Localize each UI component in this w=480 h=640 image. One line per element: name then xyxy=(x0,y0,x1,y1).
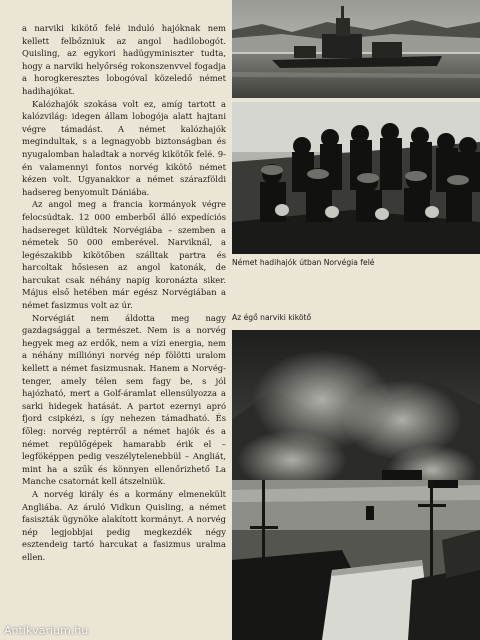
text-column xyxy=(22,22,226,626)
warship-photo xyxy=(232,0,480,98)
paragraph-1: a narviki kikötő felé induló hajóknak nem kellett felbőzniuk az angol hadilobogót. Quisling, az egykori hadügyminiszter tudta, hogy a narviki helyőrség rokonszenvvel fogadja a horogkeresztes lobogóval közeledő német hadihajókat. xyxy=(22,23,226,96)
photo-caption-harbor: Az égő narviki kikötő xyxy=(232,313,312,322)
paragraph-5: A norvég király és a kormány elmenekült Angliába. Az áruló Vidkun Quisling, a német fasiszták ügynöke alakított kormányt. A norvég nép legjobbjai pedig megkezdék négy esztendeig tartó harcukat a fasizmus uralma ellen. xyxy=(22,488,226,562)
watermark-logo: Antikvarium.hu xyxy=(4,624,89,637)
paragraph-3: Az angol meg a francia kormányok végre felocsúdtak. 12 000 emberből álló expedíciós hadsereget küldtek Norvégiába – szemben a németek 50 000 emberével. Narviknál, a legészakibb kikötőben szálltak partra és harcoltak hősiesen az angol katonák, de harcukat csak néhány napig koronázta siker. Május első hetében már egész Norvégiában a német fasizmus volt az úr. xyxy=(22,199,226,311)
paragraph-2: Kalózhajók szokása volt ez, amíg tartott a kalózvilág: idegen állam lobogója alatt hajtani végre támadást. A német kalózhajók megindultak, s a legnagyobb biztonságban és nyugalomban haladtak a norvég kikötők felé. 9-én valamennyi fontos norvég kikötő német kézen volt. Ugyanakkor a német szárazföldi hadsereg benyomult Dániába. xyxy=(22,98,226,197)
photo-caption-soldiers: Német hadihajók útban Norvégia felé xyxy=(232,258,375,267)
burning-harbor-photo xyxy=(232,330,480,640)
paragraph-4: Norvégiát nem áldotta meg nagy gazdagsággal a természet. Nem is a norvég hegyek meg az erdők, nem a vízi energia, nem a néhány milliónyi norvég nép fölötti uralom kellett a német fasizmusnak. Hanem a Norvég-tenger, amely télen sem fagy be, s jól hajózható, mert a Golf-áramlat ellensúlyozza a sarki hidegek hatását. A partot ezernyi apró fjord csipkézi, s így nehezen támadható. És főleg: norvég reptérről a német hajók és a német repülőgépek hamarabb érik el – legföképpen pedig veszélytelenebbül – Angliát, mint ha a szűk és könnyen ellenőrizhető La Manche csatornát kell átszelniük. xyxy=(22,312,226,487)
soldiers-photo xyxy=(232,102,480,254)
